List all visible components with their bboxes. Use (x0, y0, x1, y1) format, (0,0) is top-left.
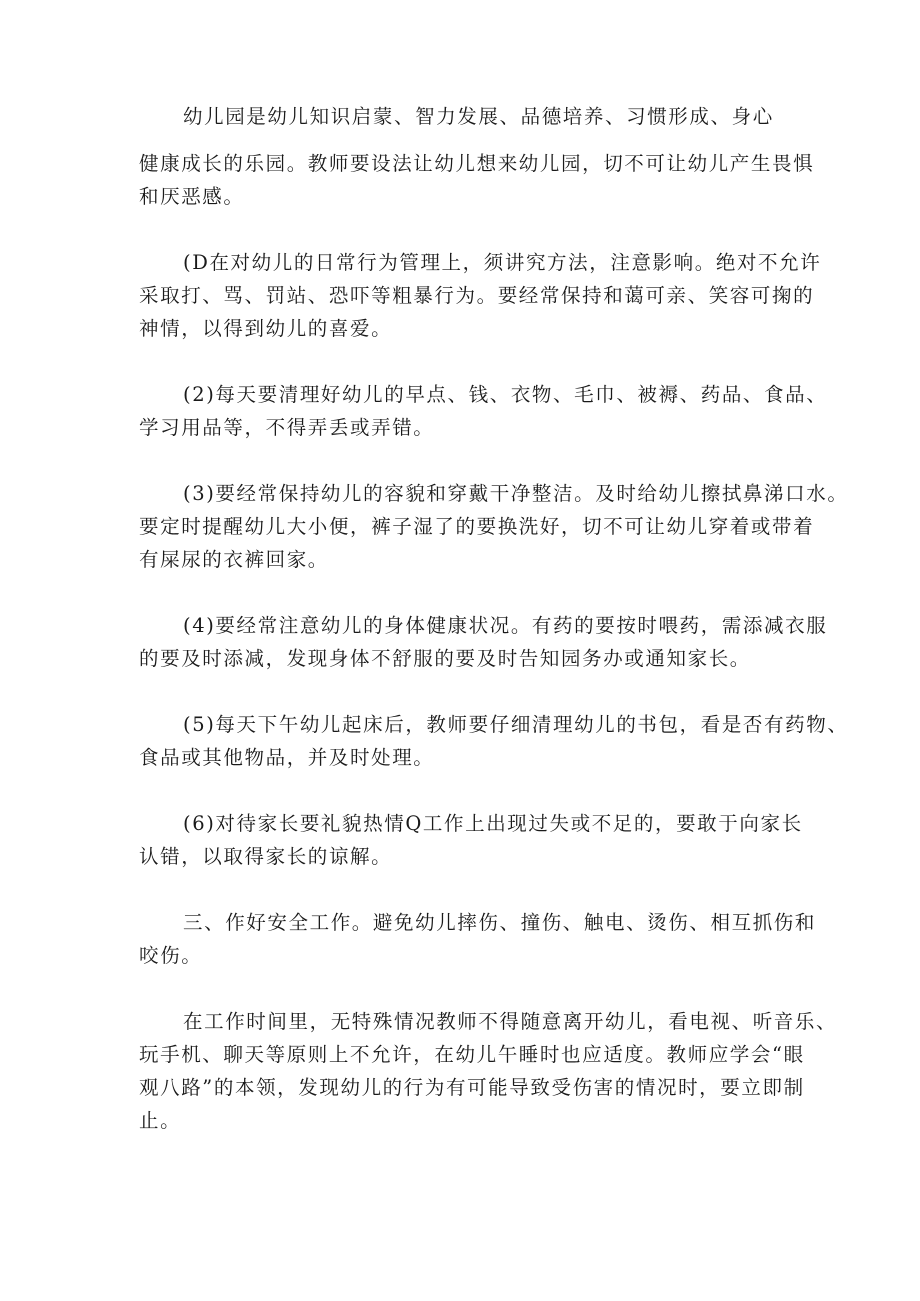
paragraph-line: 食品或其他物品，并及时处理。 (139, 746, 435, 769)
paragraph-intro (139, 100, 815, 213)
paragraph-line: (5)每天下午幼儿起床后，教师要仔细清理幼儿的书包，看是否有药物、 (183, 713, 849, 736)
paragraph-line: 和厌恶感。 (139, 185, 245, 208)
paragraph-item-3 (139, 477, 849, 576)
paragraph-line: 咬伤。 (139, 944, 203, 967)
paragraph-line: 采取打、骂、罚站、恐吓等粗暴行为。要经常保持和蔼可亲、笑容可掬的 (139, 284, 815, 307)
paragraph-line: 的要及时添减，发现身体不舒服的要及时告知园务办或通知家长。 (139, 647, 751, 670)
paragraph-line: 止。 (139, 1109, 182, 1132)
paragraph-item-1 (139, 246, 822, 345)
paragraph-safety-heading (139, 906, 817, 972)
document-page (139, 100, 849, 1170)
paragraph-line: 学习用品等，不得弄丢或弄错。 (139, 416, 435, 439)
paragraph-line: (4)要经常注意幼儿的身体健康状况。有药的要按时喂药，需添减衣服 (183, 614, 828, 637)
paragraph-supervision (139, 1005, 838, 1137)
paragraph-line: (3)要经常保持幼儿的容貌和穿戴干净整洁。及时给幼儿擦拭鼻涕口水。 (183, 482, 849, 505)
paragraph-item-5 (139, 708, 849, 774)
paragraph-item-6 (139, 807, 803, 873)
paragraph-line: 玩手机、聊天等原则上不允许，在幼儿午睡时也应适度。教师应学会“眼 (139, 1043, 805, 1066)
paragraph-line: 幼儿园是幼儿知识启蒙、智力发展、品德培养、习惯形成、身心 (183, 105, 774, 128)
paragraph-line: 要定时提醒幼儿大小便，裤子湿了的要换洗好，切不可让幼儿穿着或带着 (139, 515, 815, 538)
paragraph-line: (6)对待家长要礼貌热情Q工作上出现过失或不足的，要敢于向家长 (183, 812, 803, 835)
paragraph-line: 观八路”的本领，发现幼儿的行为有可能导致受伤害的情况时，要立即制 (139, 1076, 805, 1099)
paragraph-line: 三、作好安全工作。避免幼儿摔伤、撞伤、触电、烫伤、相互抓伤和 (183, 911, 817, 934)
paragraph-line: 在工作时间里，无特殊情况教师不得随意离开幼儿，看电视、听音乐、 (183, 1010, 838, 1033)
paragraph-item-4 (139, 609, 828, 675)
paragraph-line: (D在对幼儿的日常行为管理上，须讲究方法，注意影响。绝对不允许 (183, 251, 822, 274)
paragraph-item-2 (139, 378, 828, 444)
paragraph-line: 有屎尿的衣裤回家。 (139, 548, 329, 571)
paragraph-line: (2)每天要清理好幼儿的早点、钱、衣物、毛巾、被褥、药品、食品、 (183, 383, 828, 406)
paragraph-line: 神情，以得到幼儿的喜爱。 (139, 317, 393, 340)
paragraph-line: 认错，以取得家长的谅解。 (139, 845, 393, 868)
paragraph-line: 健康成长的乐园。教师要设法让幼儿想来幼儿园，切不可让幼儿产生畏惧 (139, 152, 815, 175)
